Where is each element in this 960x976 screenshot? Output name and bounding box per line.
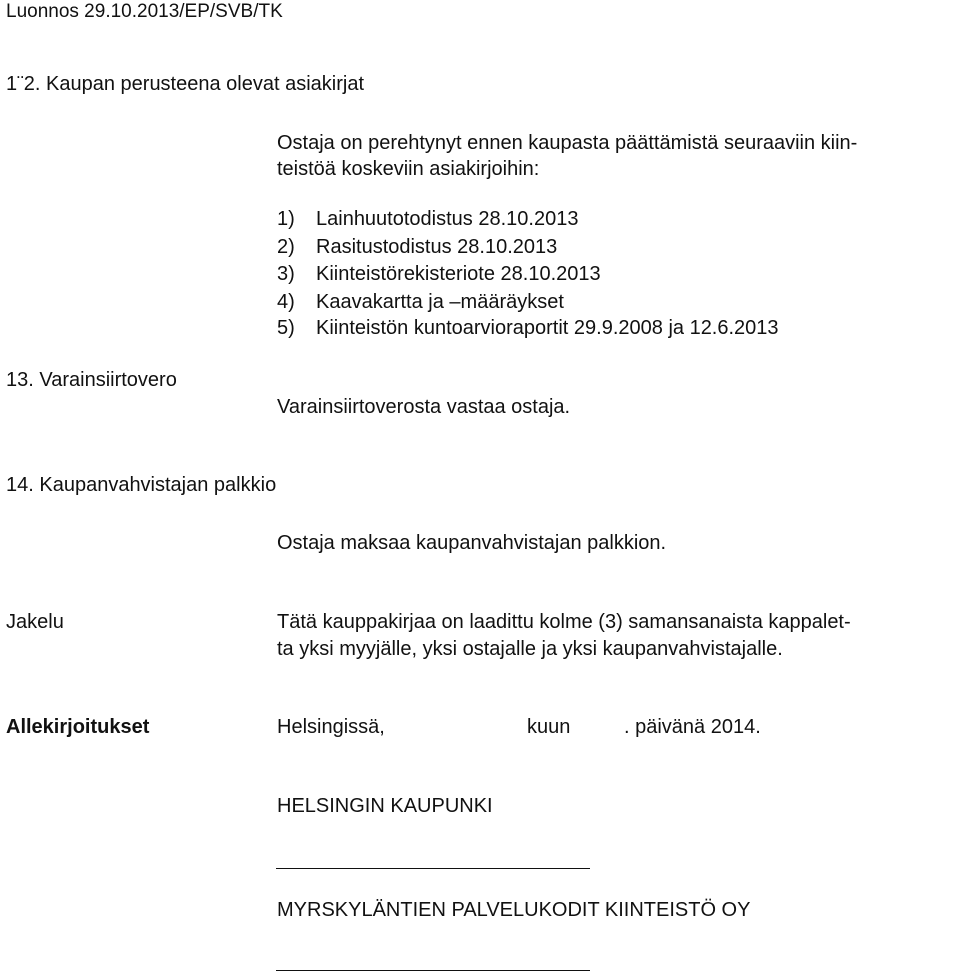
section-13-heading: 13. Varainsiirtovero [6,369,177,391]
draft-header: Luonnos 29.10.2013/EP/SVB/TK [6,1,283,22]
signature-day-year: . päivänä 2014. [624,716,761,738]
signing-party-2: MYRSKYLÄNTIEN PALVELUKODIT KIINTEISTÖ OY [277,899,751,921]
list-item-text: Kaavakartta ja –määräykset [316,291,564,313]
list-item-text: Kiinteistörekisteriote 28.10.2013 [316,263,601,285]
signature-place: Helsingissä, [277,716,385,738]
list-item [277,290,564,314]
section-12-heading: 1¨2. Kaupan perusteena olevat asiakirjat [6,73,365,95]
list-item [277,235,558,259]
list-item-text: Kiinteistön kuntoarvioraportit 29.9.2008 ja 12.6.2013 [316,317,779,339]
list-item [277,207,579,231]
list-item [277,316,779,340]
list-item-text: Lainhuutotodistus 28.10.2013 [316,208,579,230]
section-14-body: Ostaja maksaa kaupanvahvistajan palkkion. [277,532,667,554]
list-item-number: 2) [277,236,295,258]
signature-line-1 [276,868,590,869]
distribution-line1: Tätä kauppakirjaa on laadittu kolme (3) samansanaista kappalet- [277,611,851,633]
list-item-number: 5) [277,317,295,339]
list-item-number: 1) [277,208,295,230]
section-12-intro-line2: teistöä koskeviin asiakirjoihin: [277,158,540,180]
list-item-text: Rasitustodistus 28.10.2013 [316,236,558,258]
signature-month: kuun [527,716,571,738]
signing-party-1: HELSINGIN KAUPUNKI [277,795,493,817]
list-item-number: 3) [277,263,295,285]
distribution-line2: ta yksi myyjälle, yksi ostajalle ja yksi kaupanvahvistajalle. [277,638,783,660]
signatures-label: Allekirjoitukset [6,716,150,738]
list-item [277,262,601,286]
distribution-label: Jakelu [6,611,64,633]
section-12-intro-line1: Ostaja on perehtynyt ennen kaupasta päättämistä seuraaviin kiin- [277,132,858,154]
signature-line-2 [276,970,590,971]
section-14-heading: 14. Kaupanvahvistajan palkkio [6,474,277,496]
section-13-body: Varainsiirtoverosta vastaa ostaja. [277,396,571,418]
list-item-number: 4) [277,291,295,313]
